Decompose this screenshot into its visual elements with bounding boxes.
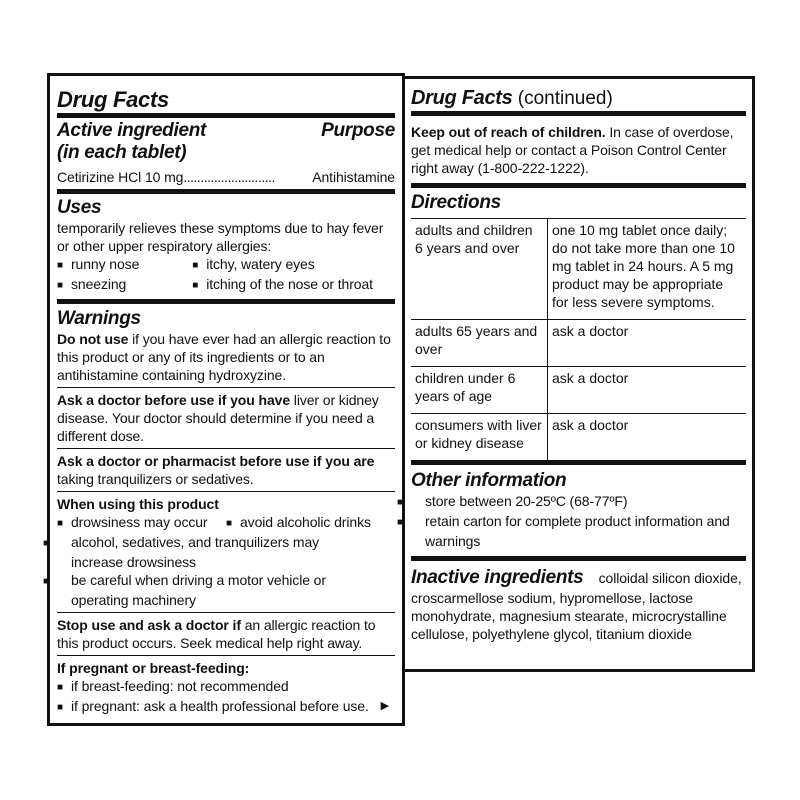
directions-who: adults 65 years and over bbox=[411, 320, 548, 367]
do-not-use-paragraph bbox=[57, 330, 395, 388]
list-item: ■ drowsiness may occur bbox=[57, 513, 226, 533]
ask-doctor-label: Ask a doctor before use if you have bbox=[57, 392, 291, 408]
ingredient-name: Cetirizine HCl 10 mg bbox=[57, 169, 184, 185]
directions-section bbox=[411, 188, 746, 465]
directions-who: consumers with liver or kidney disease bbox=[411, 414, 548, 461]
keep-out-label: Keep out of reach of children. bbox=[411, 124, 606, 140]
list-item: ■ itchy, watery eyes bbox=[192, 255, 395, 275]
list-item: ■ sneezing bbox=[57, 275, 192, 295]
uses-list bbox=[57, 255, 395, 295]
stop-use-label: Stop use and ask a doctor if bbox=[57, 617, 241, 633]
continue-arrow-icon: ▶ bbox=[380, 700, 389, 712]
stop-use-paragraph bbox=[57, 613, 395, 656]
list-item: ■ runny nose bbox=[57, 255, 192, 275]
directions-who: adults and children 6 years and over bbox=[411, 219, 548, 320]
when-using-row-1 bbox=[57, 513, 395, 533]
drug-facts-title: Drug Facts bbox=[57, 87, 169, 112]
directions-what: ask a doctor bbox=[548, 367, 747, 414]
list-item: ■ itching of the nose or throat bbox=[192, 275, 395, 295]
drug-facts-right-panel bbox=[402, 76, 755, 672]
ingredient-dots: ........................... bbox=[183, 169, 275, 185]
uses-col-2 bbox=[192, 255, 395, 295]
list-item: ■ if breast-feeding: not recommended bbox=[57, 677, 395, 697]
do-not-use-text: if you have ever had an allergic reaction to this product or any of its ingredients or to an antihistamine containing hydroxyzine. bbox=[57, 331, 391, 383]
pregnant-last-row bbox=[57, 697, 395, 717]
drug-facts-title-block bbox=[57, 76, 395, 118]
list-item: ■ be careful when driving a motor vehicle or operating machinery bbox=[57, 571, 361, 609]
active-ingredient-heading: Active ingredient bbox=[57, 120, 207, 141]
drug-facts-left-panel bbox=[47, 73, 405, 726]
uses-col-1 bbox=[57, 255, 192, 295]
uses-section bbox=[57, 194, 395, 304]
do-not-use-label: Do not use bbox=[57, 331, 129, 347]
when-using-paragraph bbox=[57, 492, 395, 613]
keep-out-text: In case of overdose, get medical help or contact a Poison Control Center right away (1-800-222-1222). bbox=[411, 124, 734, 176]
stop-use-text: an allergic reaction to this product occurs. Seek medical help right away. bbox=[57, 617, 376, 651]
active-ingredient-subheading: (in each tablet) bbox=[57, 142, 187, 163]
inactive-ingredients-heading: Inactive ingredients bbox=[411, 567, 584, 588]
ask-pharmacist-label: Ask a doctor or pharmacist before use if you are bbox=[57, 453, 375, 469]
directions-heading: Directions bbox=[411, 192, 746, 219]
table-row bbox=[411, 219, 746, 320]
uses-heading: Uses bbox=[57, 197, 102, 218]
ingredient-purpose: Antihistamine bbox=[312, 169, 395, 185]
keep-out-section bbox=[411, 116, 746, 188]
list-item: ■ store between 20-25ºC (68-77ºF) bbox=[411, 492, 746, 512]
ingredient-row bbox=[57, 168, 395, 186]
ask-pharmacist-text: taking tranquilizers or sedatives. bbox=[57, 471, 254, 487]
directions-what: ask a doctor bbox=[552, 417, 629, 433]
pregnant-paragraph bbox=[57, 656, 395, 717]
ask-pharmacist-paragraph bbox=[57, 449, 395, 492]
other-information-heading: Other information bbox=[411, 470, 567, 491]
continued-label: (continued) bbox=[512, 88, 613, 109]
ask-doctor-paragraph bbox=[57, 388, 395, 449]
inactive-ingredients-text: colloidal silicon dioxide, croscarmellose sodium, hypromellose, lactose monohydrate, magnesium stearate, microcrystalline cellulose, polyethylene glycol, titanium dioxide bbox=[411, 570, 742, 642]
ask-doctor-text: liver or kidney disease. Your doctor should determine if you need a different dose. bbox=[57, 392, 379, 444]
purpose-heading: Purpose bbox=[321, 120, 395, 141]
pregnant-label: If pregnant or breast-feeding: bbox=[57, 660, 250, 676]
table-row bbox=[411, 414, 746, 461]
active-ingredient-section bbox=[57, 118, 395, 194]
list-item: ■ if pregnant: ask a health professional before use. bbox=[57, 697, 369, 717]
directions-table bbox=[411, 219, 746, 460]
other-information-section bbox=[411, 465, 746, 561]
warnings-section bbox=[57, 304, 395, 717]
inactive-ingredients-section bbox=[411, 561, 746, 643]
warnings-heading: Warnings bbox=[57, 308, 141, 329]
when-using-label: When using this product bbox=[57, 496, 219, 512]
drug-facts-continued-title-block bbox=[411, 79, 746, 116]
table-row bbox=[411, 320, 746, 367]
drug-facts-continued-title: Drug Facts bbox=[411, 87, 513, 109]
table-row bbox=[411, 367, 746, 414]
directions-what: ask a doctor bbox=[548, 320, 747, 367]
uses-text: temporarily relieves these symptoms due to hay fever or other upper respiratory allergies: bbox=[57, 220, 384, 254]
list-item: ■ avoid alcoholic drinks bbox=[226, 513, 395, 533]
directions-who: children under 6 years of age bbox=[411, 367, 548, 414]
list-item: ■ alcohol, sedatives, and tranquilizers may increase drowsiness bbox=[57, 533, 361, 571]
list-item: ■ retain carton for complete product information and warnings bbox=[411, 512, 746, 550]
directions-what: one 10 mg tablet once daily; do not take more than one 10 mg tablet in 24 hours. A 5 mg product may be appropriate for less severe symptoms. bbox=[548, 219, 747, 320]
